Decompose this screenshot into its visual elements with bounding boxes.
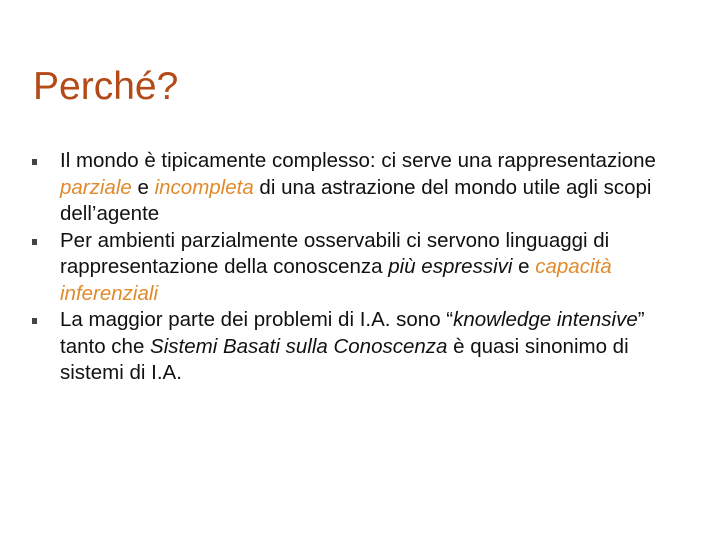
bullet-list (30, 148, 690, 387)
text-segment: La maggior parte dei problemi di I.A. sono “ (60, 308, 454, 331)
text-segment: Per ambienti parzialmente osservabili ci servono linguaggi di rappresentazione della conoscenza (60, 228, 615, 278)
text-segment: ” tanto che (60, 308, 651, 358)
emphasis-segment: capacità inferenziali (60, 255, 618, 305)
text-segment: di una astrazione del mondo utile agli scopi dell’agente (60, 175, 658, 225)
square-bullet-icon (32, 318, 37, 324)
text-segment: Il mondo è tipicamente complesso: ci serve una rappresentazione (60, 149, 662, 172)
bullet-item (30, 148, 690, 228)
square-bullet-icon (32, 239, 37, 245)
bullet-item (30, 307, 690, 387)
italic-segment: knowledge intensive (453, 308, 638, 331)
text-segment: e (512, 255, 536, 278)
text-segment: e (131, 175, 155, 199)
bullet-item (30, 228, 690, 308)
slide-title: Perché? (33, 65, 179, 108)
text-segment: è quasi sinonimo di sistemi di I.A. (60, 334, 635, 384)
emphasis-segment: parziale (60, 175, 132, 199)
italic-segment: più espressivi (388, 255, 513, 278)
italic-segment: Sistemi Basati sulla Conoscenza (150, 334, 448, 358)
emphasis-segment: incompleta (154, 175, 254, 199)
square-bullet-icon (32, 159, 37, 165)
